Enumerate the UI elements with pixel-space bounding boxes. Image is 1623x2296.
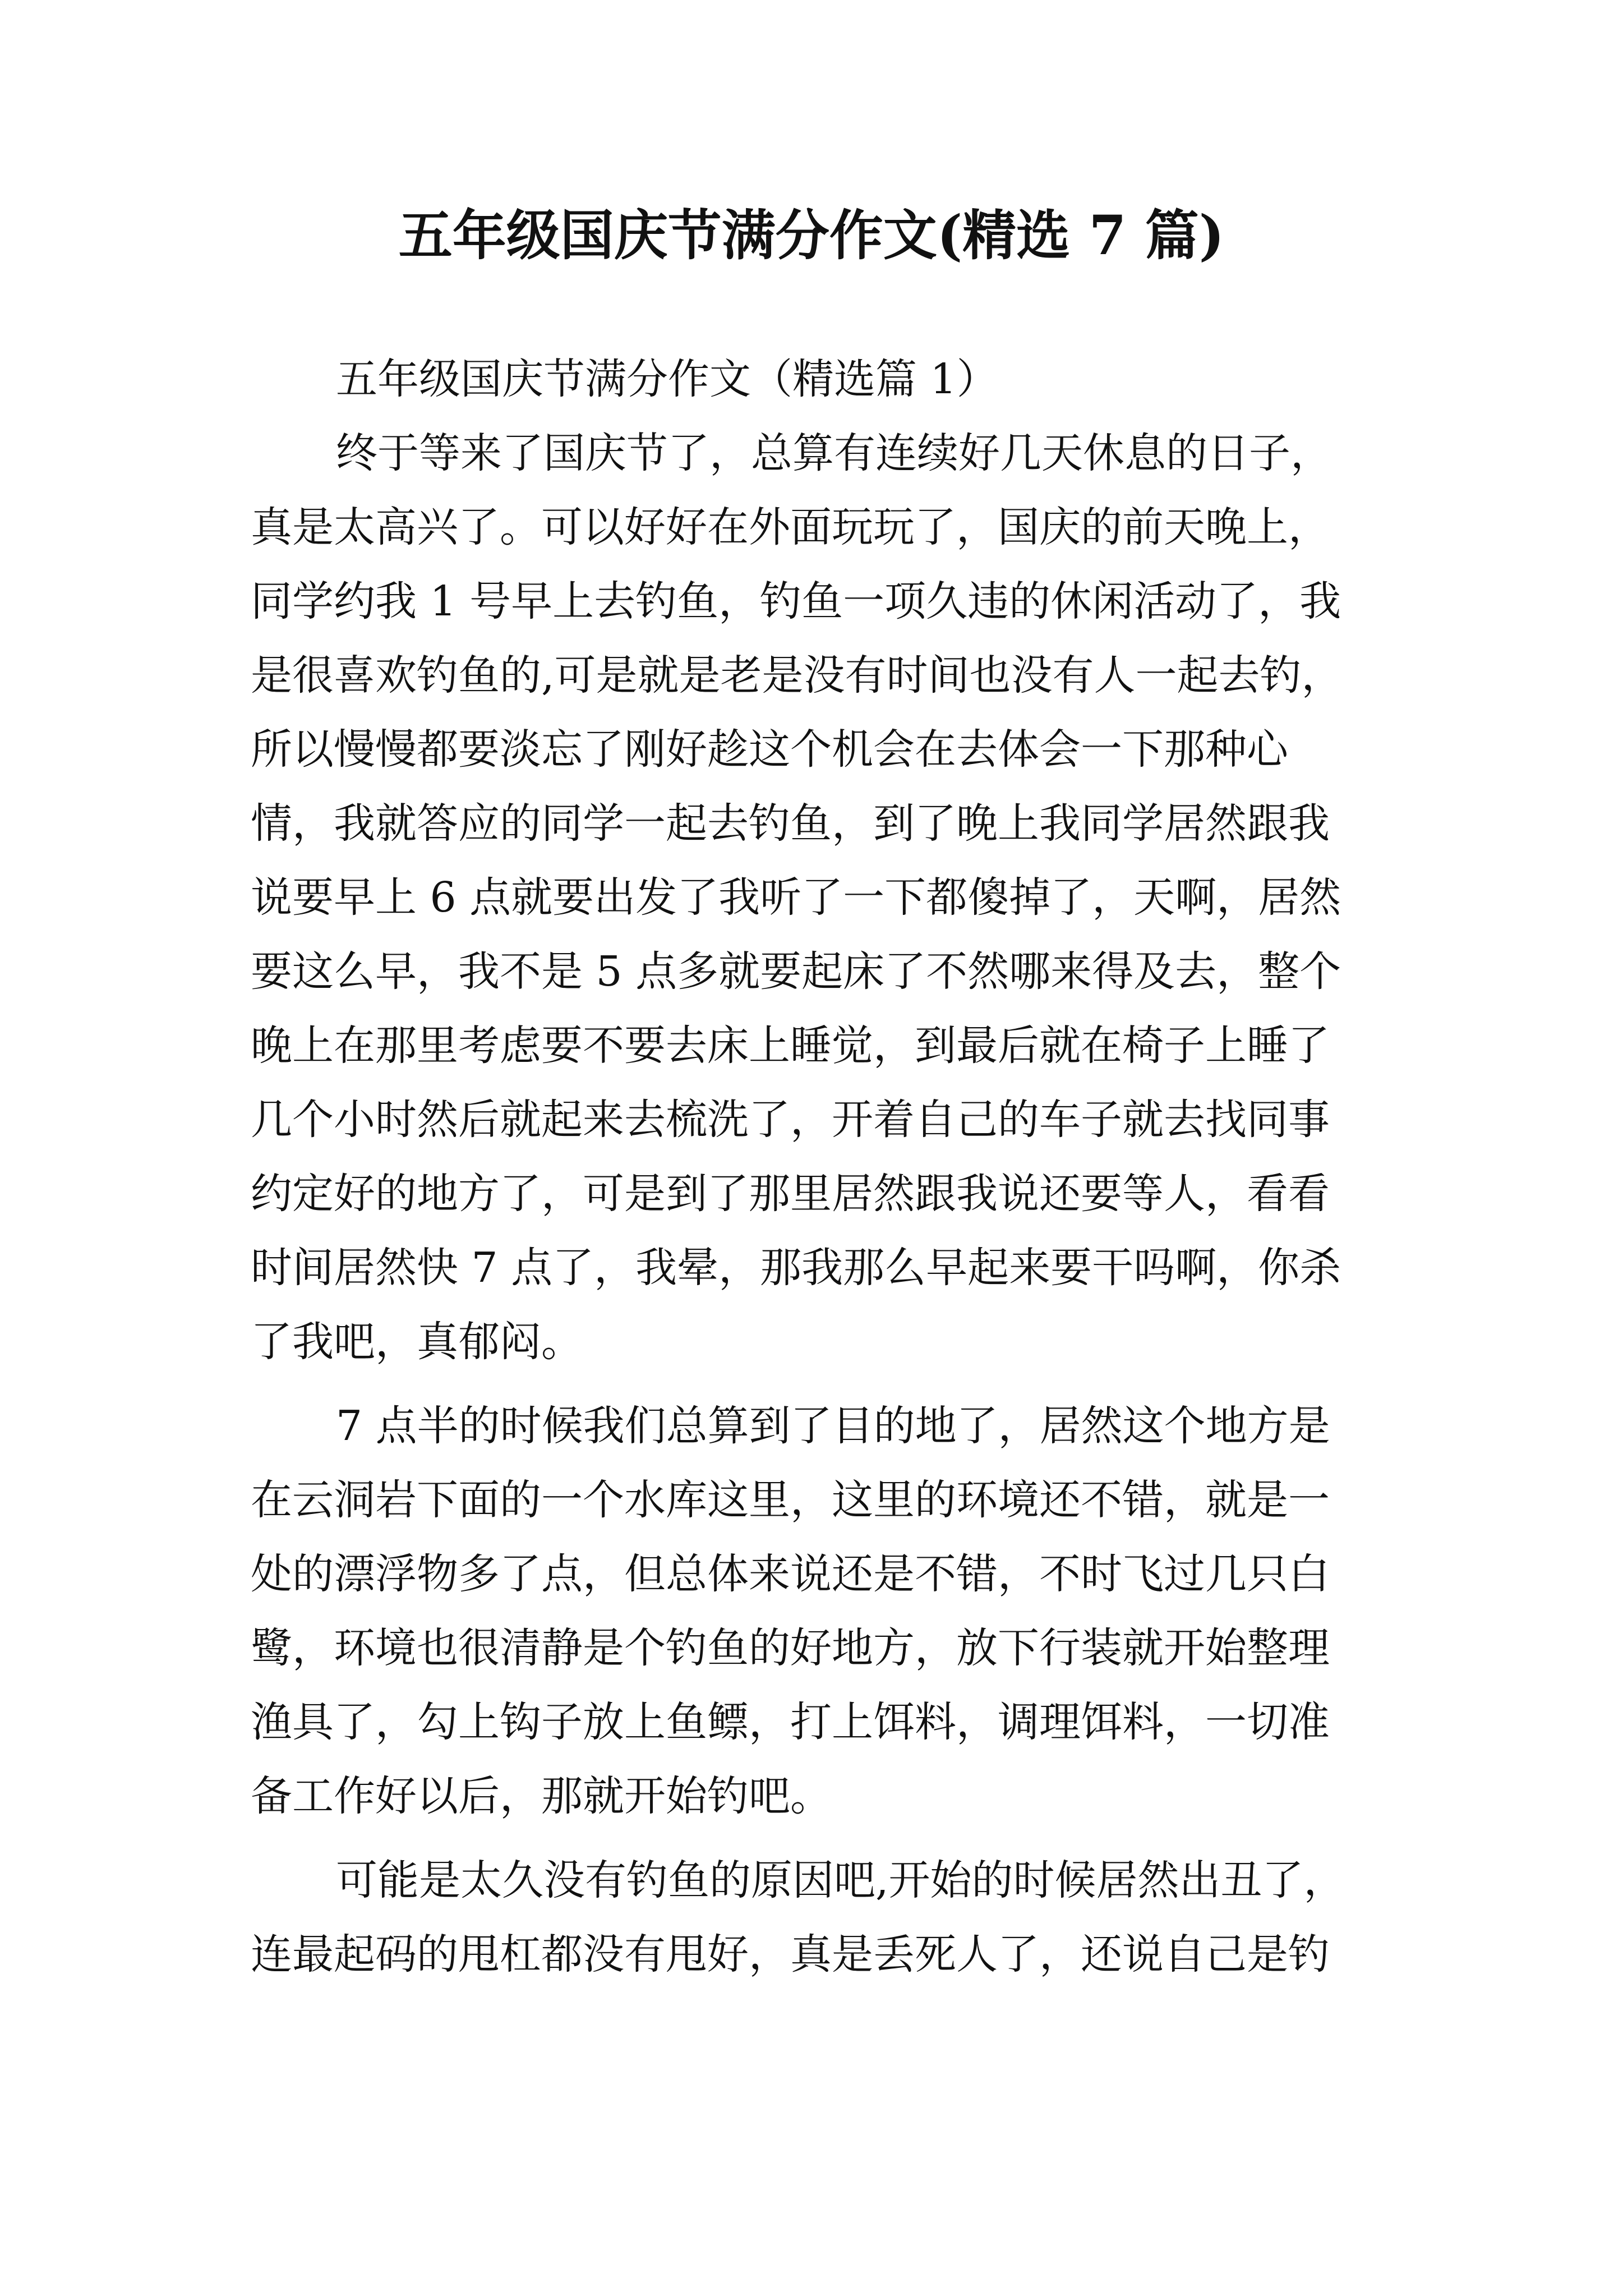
paragraph-line: 是很喜欢钓鱼的,可是就是老是没有时间也没有人一起去钓， [251,651,1343,700]
section-heading: 五年级国庆节满分作文（精选篇 1） [336,355,998,403]
paragraph-line: 连最起码的甩杠都没有甩好，真是丢死人了，还说自己是钓 [251,1930,1330,1978]
paragraph-line: 鹭，环境也很清静是个钓鱼的好地方，放下行装就开始整理 [251,1624,1330,1672]
document-body [251,342,1400,1991]
paragraph-line: 7 点半的时候我们总算到了目的地了，居然这个地方是 [336,1402,1330,1450]
paragraph-line: 说要早上 6 点就要出发了我听了一下都傻掉了，天啊，居然 [251,873,1341,922]
paragraph-line: 备工作好以后，那就开始钓吧。 [251,1772,832,1820]
paragraph-line: 所以慢慢都要淡忘了刚好趁这个机会在去体会一下那种心 [251,725,1288,774]
paragraph-line: 处的漂浮物多了点，但总体来说还是不错，不时飞过几只白 [251,1550,1330,1598]
paragraph-line: 要这么早，我不是 5 点多就要起床了不然哪来得及去，整个 [251,947,1341,996]
paragraph-line: 真是太高兴了。可以好好在外面玩玩了，国庆的前天晚上， [251,503,1330,551]
paragraph-line: 了我吧，真郁闷。 [251,1318,583,1366]
paragraph-line: 约定好的地方了，可是到了那里居然跟我说还要等人，看看 [251,1170,1330,1218]
paragraph-line: 时间居然快 7 点了，我晕，那我那么早起来要干吗啊，你杀 [251,1244,1341,1292]
paragraph-line: 渔具了，勾上钩子放上鱼鳔，打上饵料，调理饵料，一切准 [251,1698,1330,1746]
document-title: 五年级国庆节满分作文(精选 7 篇) [398,204,1225,267]
paragraph-line: 晚上在那里考虑要不要去床上睡觉，到最后就在椅子上睡了 [251,1022,1330,1070]
paragraph-line: 在云洞岩下面的一个水库这里，这里的环境还不错，就是一 [251,1476,1330,1524]
paragraph-line: 几个小时然后就起来去梳洗了，开着自己的车子就去找同事 [251,1096,1330,1144]
paragraph-line: 同学约我 1 号早上去钓鱼，钓鱼一项久违的休闲活动了，我 [251,577,1341,625]
paragraph-line: 终于等来了国庆节了，总算有连续好几天休息的日子， [336,429,1332,477]
paragraph-line: 情，我就答应的同学一起去钓鱼，到了晚上我同学居然跟我 [251,799,1330,848]
paragraph-line: 可能是太久没有钓鱼的原因吧,开始的时候居然出丑了， [336,1856,1345,1904]
